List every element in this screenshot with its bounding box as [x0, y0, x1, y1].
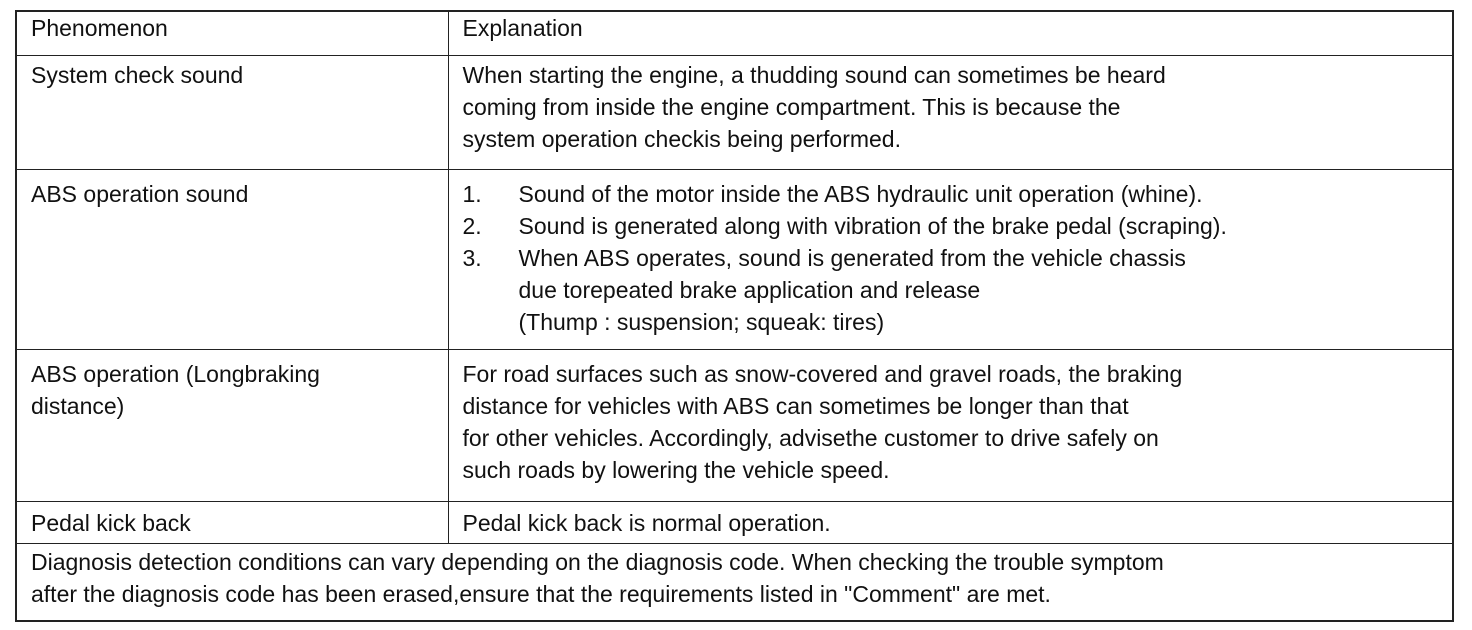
- table-row: [16, 502, 1453, 544]
- list-number: 2.: [462, 213, 482, 239]
- footer-line: after the diagnosis code has been erased,ensure that the requirements listed in "Comment" are met.: [31, 581, 1051, 607]
- table-row: [16, 170, 1453, 350]
- explanation-line: coming from inside the engine compartment. This is because the: [462, 94, 1121, 120]
- explanation-cell: [448, 56, 1453, 170]
- phenomenon-cell: [16, 350, 448, 502]
- header-row: [16, 11, 1453, 56]
- list-item-text: Sound of the motor inside the ABS hydraulic unit operation (whine).: [518, 181, 1203, 207]
- phenomenon-line: ABS operation (Longbraking: [31, 361, 320, 387]
- explanation-cell: [448, 350, 1453, 502]
- list-number: 1.: [462, 181, 482, 207]
- list-item-text: due torepeated brake application and release: [518, 277, 981, 303]
- phenomenon-cell: ABS operation sound: [16, 170, 448, 350]
- header-phenomenon: Phenomenon: [16, 11, 448, 56]
- footer-row: [16, 544, 1453, 622]
- explanation-line: for other vehicles. Accordingly, advisethe customer to drive safely on: [462, 425, 1159, 451]
- phenomenon-explanation-table: [15, 10, 1454, 622]
- numbered-list: [463, 178, 1439, 338]
- explanation-cell: Pedal kick back is normal operation.: [448, 502, 1453, 544]
- list-item-text: When ABS operates, sound is generated from the vehicle chassis: [518, 245, 1186, 271]
- footer-line: Diagnosis detection conditions can vary depending on the diagnosis code. When checking the trouble symptom: [31, 549, 1164, 575]
- explanation-line: When starting the engine, a thudding sound can sometimes be heard: [462, 62, 1166, 88]
- explanation-line: distance for vehicles with ABS can sometimes be longer than that: [462, 393, 1129, 419]
- table-row: [16, 56, 1453, 170]
- list-item-text: (Thump : suspension; squeak: tires): [518, 309, 885, 335]
- explanation-line: such roads by lowering the vehicle speed.: [462, 457, 890, 483]
- phenomenon-line: distance): [31, 393, 125, 419]
- header-explanation: Explanation: [448, 11, 1453, 56]
- list-item: [463, 242, 1439, 338]
- explanation-line: system operation checkis being performed.: [462, 126, 901, 152]
- phenomenon-cell: System check sound: [16, 56, 448, 170]
- footer-note: [16, 544, 1453, 622]
- list-item: [463, 178, 1439, 210]
- phenomenon-cell: Pedal kick back: [16, 502, 448, 544]
- list-item-text: Sound is generated along with vibration of the brake pedal (scraping).: [518, 213, 1227, 239]
- table-row: [16, 350, 1453, 502]
- explanation-line: For road surfaces such as snow-covered and gravel roads, the braking: [462, 361, 1183, 387]
- explanation-cell: [448, 170, 1453, 350]
- list-number: 3.: [462, 245, 482, 271]
- list-item: [463, 210, 1439, 242]
